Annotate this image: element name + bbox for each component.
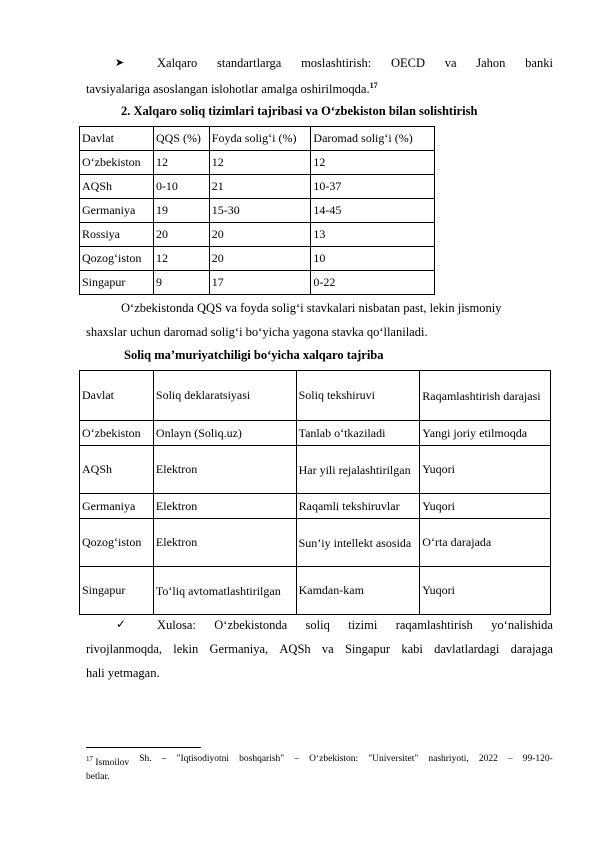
table1-note-line-1: O‘zbekistonda QQS va foyda solig‘i stavkalari nisbatan past, lekin jismoniy <box>121 301 502 315</box>
table-cell: Germaniya <box>80 199 154 223</box>
table-cell: Sun’iy intellekt asosida <box>296 519 420 567</box>
word: – <box>161 754 167 764</box>
table-cell: 10-37 <box>311 175 435 199</box>
word: standartlarga <box>217 56 282 70</box>
table-header-row <box>80 127 435 151</box>
intro-text: tavsiyalariga asoslangan islohotlar amalga oshirilmoqda. <box>86 82 370 97</box>
word: "Universitet" <box>368 754 419 764</box>
word: 2022 <box>478 754 498 764</box>
table-cell: 12 <box>311 151 435 175</box>
table-cell: 20 <box>153 223 209 247</box>
table-cell: 20 <box>209 223 311 247</box>
footnote-separator <box>86 747 201 748</box>
table-cell: O‘zbekiston <box>80 421 154 446</box>
table-cell: Yuqori <box>420 446 551 494</box>
table-cell: 17 <box>209 271 311 295</box>
word: banki <box>525 56 553 70</box>
intro-line-2 <box>86 78 378 97</box>
table-cell: Onlayn (Soliq.uz) <box>153 421 296 446</box>
table-cell: 13 <box>311 223 435 247</box>
table-row <box>80 223 435 247</box>
word: Sh. <box>139 754 152 764</box>
table1-note-line-2: shaxslar uchun daromad solig‘i bo‘yicha yagona stavka qo‘llaniladi. <box>86 325 428 339</box>
table-cell: Singapur <box>80 567 154 615</box>
conclusion-line-2 <box>86 641 553 657</box>
word: moslashtirish: <box>301 56 372 70</box>
header-cell: Davlat <box>80 127 154 151</box>
table-cell: 0-22 <box>311 271 435 295</box>
word: Singapur <box>344 642 391 656</box>
word: AQSh <box>279 642 311 656</box>
word: 99-120- <box>522 754 553 764</box>
footnote-word <box>86 752 129 770</box>
word: Xulosa: <box>157 618 196 632</box>
tax-rates-table <box>79 126 435 295</box>
table-cell: AQSh <box>80 446 154 494</box>
word: kabi <box>401 642 423 656</box>
section2-heading: Soliq ma’muriyatchiligi bo‘yicha xalqaro tajriba <box>124 348 384 362</box>
table-row <box>80 494 551 519</box>
conclusion-line-1 <box>157 617 553 633</box>
header-cell: Davlat <box>80 371 154 421</box>
table-cell: Yuqori <box>420 567 551 615</box>
table-cell: AQSh <box>80 175 154 199</box>
intro-line-1 <box>157 55 553 71</box>
table-cell: To‘liq avtomatlashtirilgan <box>153 567 296 615</box>
word: "Iqtisodiyotni <box>176 754 230 764</box>
word: lekin <box>173 642 199 656</box>
table-cell: Yangi joriy etilmoqda <box>420 421 551 446</box>
word: Jahon <box>476 56 506 70</box>
header-cell: Foyda solig‘i (%) <box>209 127 311 151</box>
conclusion-line-3: hali yetmagan. <box>86 666 160 680</box>
table-cell: 12 <box>153 151 209 175</box>
table-row <box>80 446 551 494</box>
footnote-ref: 17 <box>369 81 378 90</box>
word: Ismoilov <box>95 758 130 769</box>
footnote-number: 17 <box>86 755 93 763</box>
table-cell: 10 <box>311 247 435 271</box>
table-cell: 21 <box>209 175 311 199</box>
table-cell: Kamdan-kam <box>296 567 420 615</box>
table-cell: Elektron <box>153 519 296 567</box>
table-header-row <box>80 371 551 421</box>
table-cell: 9 <box>153 271 209 295</box>
word: – <box>294 754 300 764</box>
header-cell: Soliq deklaratsiyasi <box>153 371 296 421</box>
table-row <box>80 175 435 199</box>
word: Germaniya, <box>209 642 269 656</box>
word: soliq <box>305 618 330 632</box>
table-cell: Qozog‘iston <box>80 247 154 271</box>
table-row <box>80 199 435 223</box>
header-cell: Soliq tekshiruvi <box>296 371 420 421</box>
word: boshqarish" <box>239 754 285 764</box>
word: O‘zbekistonda <box>214 618 288 632</box>
table-cell: Rossiya <box>80 223 154 247</box>
arrow-bullet-icon: ➤ <box>115 57 125 69</box>
table-cell: Tanlab o‘tkaziladi <box>296 421 420 446</box>
table-row <box>80 151 435 175</box>
table-cell: 20 <box>209 247 311 271</box>
table-cell: Elektron <box>153 494 296 519</box>
table-cell: 12 <box>209 151 311 175</box>
word: – <box>507 754 513 764</box>
table-cell: Qozog‘iston <box>80 519 154 567</box>
header-cell: Daromad solig‘i (%) <box>311 127 435 151</box>
footnote-line-1 <box>86 752 553 770</box>
table-row <box>80 421 551 446</box>
table-cell: Yuqori <box>420 494 551 519</box>
word: rivojlanmoqda, <box>86 642 163 656</box>
table-cell: O‘rta darajada <box>420 519 551 567</box>
word: OECD <box>390 56 425 70</box>
word: darajaga <box>510 642 553 656</box>
word: raqamlashtirish <box>395 618 473 632</box>
word: nashriyoti, <box>428 754 469 764</box>
table-cell: 0-10 <box>153 175 209 199</box>
table-cell: 19 <box>153 199 209 223</box>
word: yo‘nalishida <box>491 618 553 632</box>
header-cell: QQS (%) <box>153 127 209 151</box>
table-cell: O‘zbekiston <box>80 151 154 175</box>
section1-heading: 2. Xalqaro soliq tizimlari tajribasi va O‘zbekiston bilan solishtirish <box>121 104 478 118</box>
table-cell: 12 <box>153 247 209 271</box>
word: va <box>321 642 334 656</box>
table-row <box>80 519 551 567</box>
word: davlatlardagi <box>434 642 500 656</box>
table-cell: Raqamli tekshiruvlar <box>296 494 420 519</box>
word: va <box>444 56 457 70</box>
table-row <box>80 271 435 295</box>
table-cell: Germaniya <box>80 494 154 519</box>
header-cell: Raqamlashtirish darajasi <box>420 371 551 421</box>
table-cell: 15-30 <box>209 199 311 223</box>
table-cell: Har yili rejalashtirilgan <box>296 446 420 494</box>
checkmark-bullet-icon: ✓ <box>116 617 127 631</box>
tax-administration-table <box>79 370 551 615</box>
word: tizimi <box>348 618 378 632</box>
table-cell: 14-45 <box>311 199 435 223</box>
word: Xalqaro <box>157 56 198 70</box>
word: O‘zbekiston: <box>309 754 359 764</box>
table-row <box>80 247 435 271</box>
footnote-line-2: betlar. <box>86 772 110 782</box>
table-cell: Singapur <box>80 271 154 295</box>
table-row <box>80 567 551 615</box>
table-cell: Elektron <box>153 446 296 494</box>
